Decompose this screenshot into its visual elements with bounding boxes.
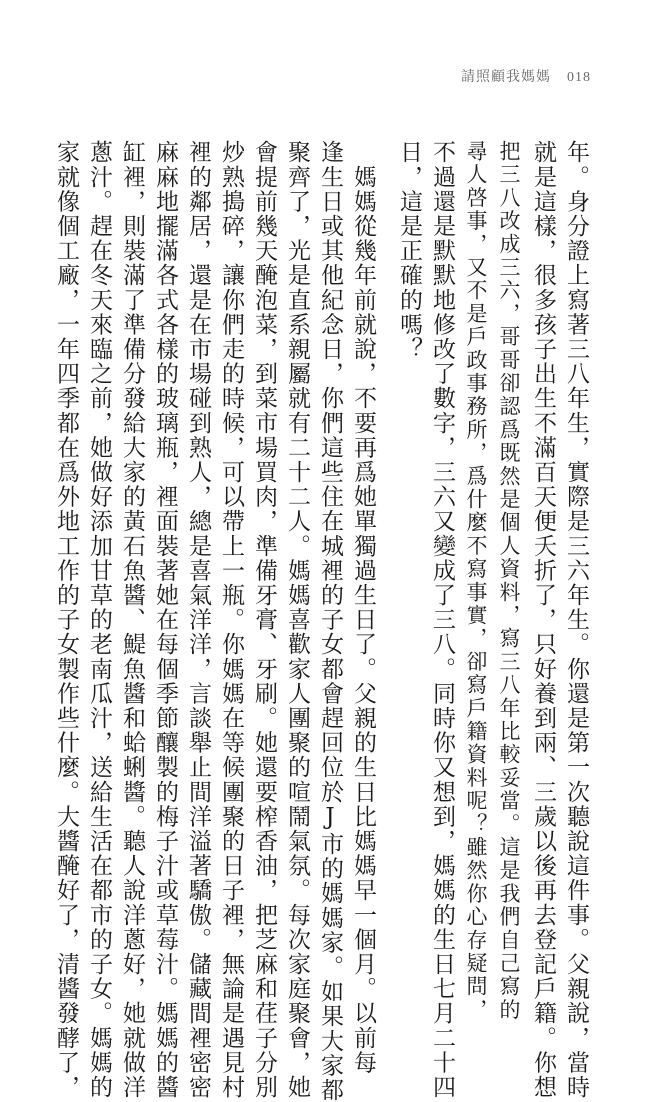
text-column: 缸裡，則裝滿了準備分發給大家的黃石魚醬、鯷魚醬和蛤蜊醬。聽人說洋蔥好，她就做洋	[119, 140, 145, 1100]
text-column: 裡的鄰居，還是在市場碰到熟人，總是喜氣洋洋，言談舉止間洋溢著驕傲。儲藏間裡密密	[185, 140, 211, 1100]
text-column: 逢生日或其他紀念日，你們這些住在城裡的子女都會趕回位於J市的媽媽家。如果大家都	[317, 140, 343, 1102]
text-column: 把三八改成三六，哥哥卻認爲既然是個人資料，寫三八年比較妥當。這是我們自己寫的	[497, 140, 521, 1022]
text-column: 會提前幾天醃泡菜，到菜市場買肉，準備牙膏、牙刷。她還要榨香油，把芝麻和荏子分別	[251, 140, 277, 1100]
text-column: 麻麻地擺滿各式各樣的玻璃瓶，裡面裝著她在每個季節釀製的梅子汁或草莓汁。媽媽的醬	[152, 140, 178, 1100]
book-title: 請照顧我媽媽	[461, 70, 551, 85]
running-header	[461, 66, 591, 86]
text-column: 日，這是正確的嗎？	[396, 140, 422, 362]
text-column: 年。身分證上寫著三八年生，實際是三六年生。你還是第一次聽說這件事。父親說，當時	[563, 140, 589, 1100]
text-column: 尋人啓事，又不是戶政事務所，爲什麼不寫事實，卻寫戶籍資料呢？雖然你心存疑問，	[464, 140, 488, 1022]
page-number: 018	[567, 70, 591, 85]
text-column: 炒熟搗碎，讓你們走的時候，可以帶上一瓶。你媽媽在等候團聚的日子裡，無論是遇見村	[218, 140, 244, 1100]
text-column: 就是這樣，很多孩子出生不滿百天便夭折了，只好養到兩、三歲以後再去登記戶籍。你想	[530, 140, 556, 1100]
text-column: 不過還是默默地修改了數字，三六又變成了三八。同時你又想到，媽媽的生日七月二十四	[429, 140, 455, 1100]
text-column: 聚齊了，光是直系親屬就有二十二人。媽媽喜歡家人團聚的喧鬧氣氛。每次家庭聚會，她	[284, 140, 310, 1100]
text-column: 蔥汁。趕在冬天來臨之前，她做好添加甘草的老南瓜汁，送給生活在都市的子女。媽媽的	[86, 140, 112, 1100]
text-column: 媽媽從幾年前就說，不要再爲她單獨過生日了。父親的生日比媽媽早一個月。以前每	[350, 140, 376, 1075]
text-column: 家就像個工廠，一年四季都在爲外地工作的子女製作些什麼。大醬醃好了，清醬發酵了，	[53, 140, 79, 1100]
